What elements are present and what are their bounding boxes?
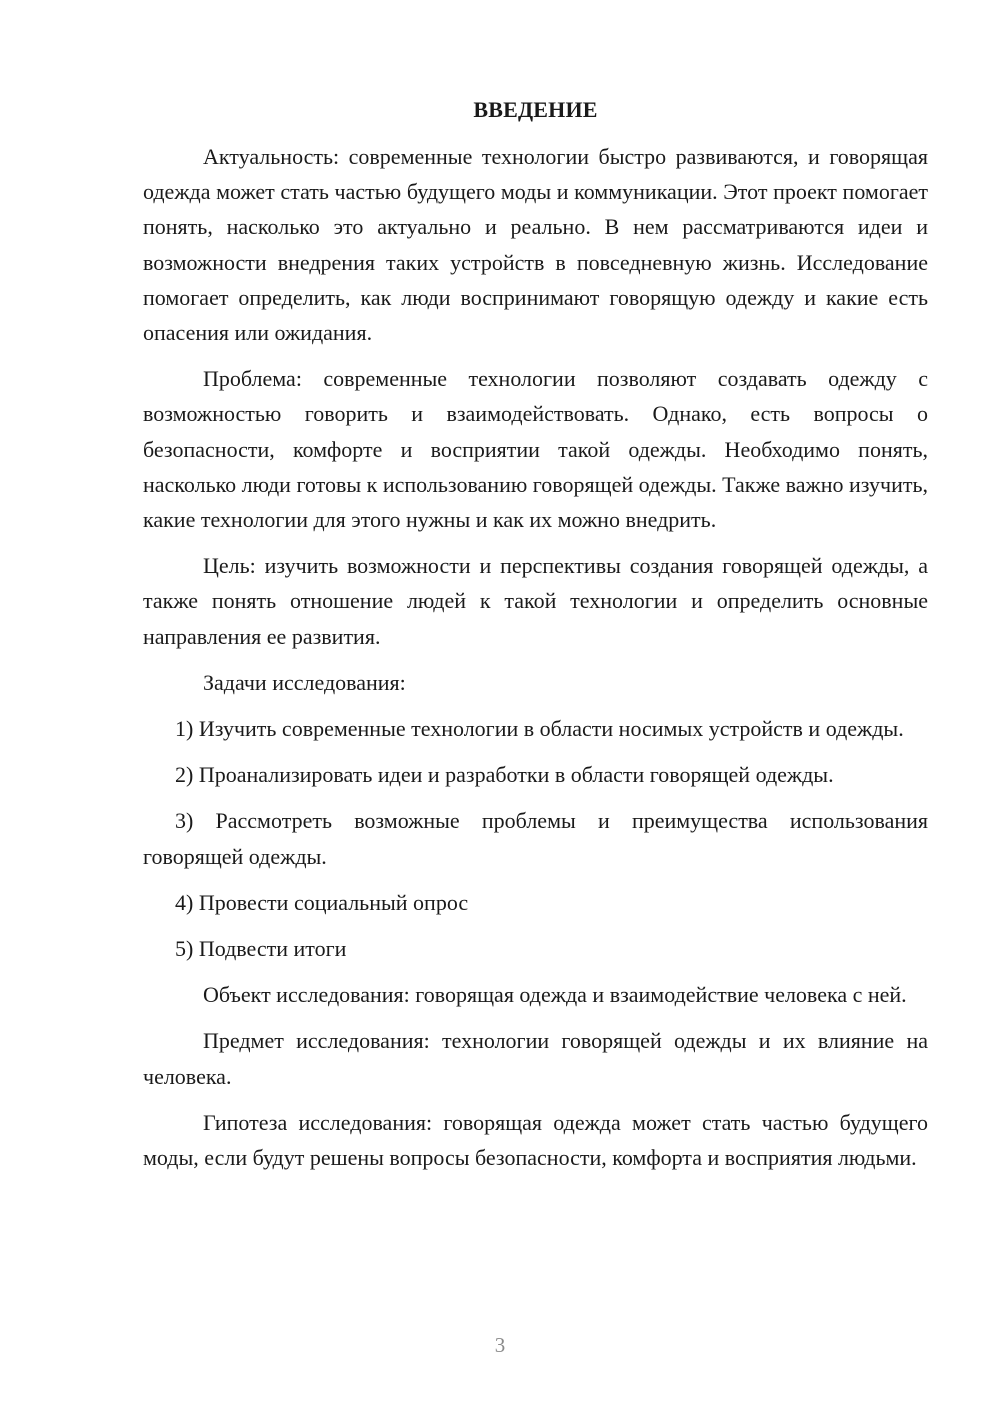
paragraph-relevance: Актуальность: современные технологии быстро развиваются, и говорящая одежда может стать частью будущего моды и коммуникации. Этот проект помогает понять, насколько это актуально и реально. В нем рассматриваются идеи и возможности внедрения таких устройств в повседневную жизнь. Исследование помогает определить, как люди воспринимают говорящую одежду и какие есть опасения или ожидания. bbox=[143, 144, 928, 346]
list-item-task-2: 2) Проанализировать идеи и разработки в области говорящей одежды. bbox=[175, 762, 834, 788]
list-item-task-5: 5) Подвести итоги bbox=[175, 936, 347, 962]
list-item-task-3: 3) Рассмотреть возможные проблемы и преимущества использования говорящей одежды. bbox=[143, 808, 928, 869]
section-title: ВВЕДЕНИЕ bbox=[473, 97, 598, 122]
paragraph-problem: Проблема: современные технологии позволяют создавать одежду с возможностью говорить и взаимодействовать. Однако, есть вопросы о безопасности, комфорте и восприятии такой одежды. Необходимо понять, насколько люди готовы к использованию говорящей одежды. Также важно изучить, какие технологии для этого нужны и как их можно внедрить. bbox=[143, 366, 928, 533]
paragraph-hypothesis: Гипотеза исследования: говорящая одежда может стать частью будущего моды, если будут решены вопросы безопасности, комфорта и восприятия людьми. bbox=[143, 1109, 928, 1171]
paragraph-subject: Предмет исследования: технологии говорящей одежды и их влияние на человека. bbox=[143, 1028, 928, 1089]
paragraph-object: Объект исследования: говорящая одежда и взаимодействие человека с ней. bbox=[203, 982, 907, 1008]
page-number: 3 bbox=[494, 1333, 506, 1357]
list-item-task-1: 1) Изучить современные технологии в области носимых устройств и одежды. bbox=[175, 716, 904, 742]
paragraph-goal: Цель: изучить возможности и перспективы создания говорящей одежды, а также понять отношение людей к такой технологии и определить основные направления ее развития. bbox=[143, 553, 928, 649]
paragraph-tasks-heading: Задачи исследования: bbox=[203, 669, 406, 695]
document-page bbox=[143, 95, 928, 1186]
list-item-task-4: 4) Провести социальный опрос bbox=[175, 889, 469, 915]
